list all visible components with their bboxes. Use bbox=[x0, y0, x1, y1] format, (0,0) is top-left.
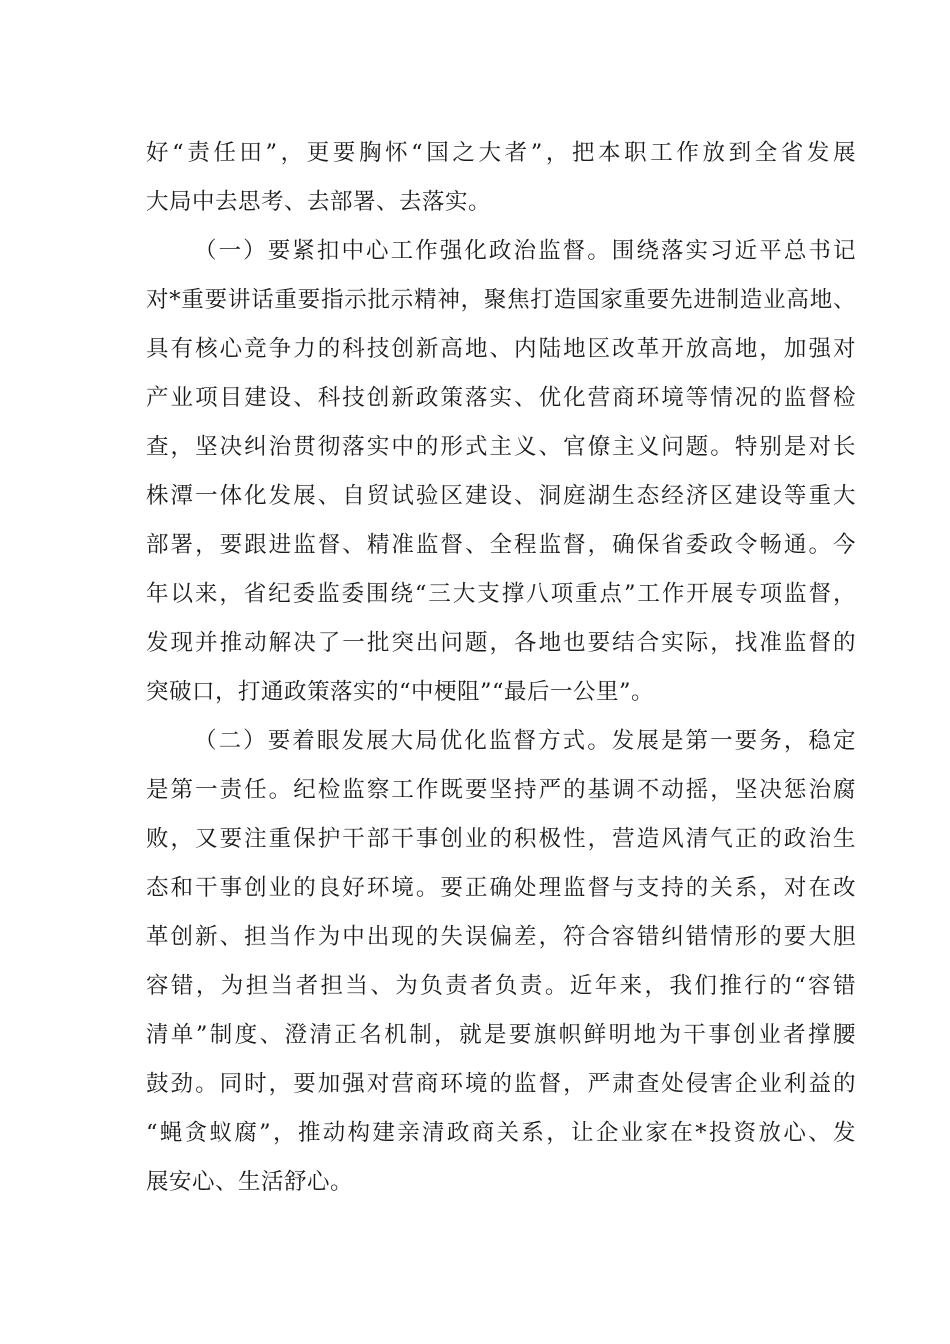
text-line: 鼓劲。同时，要加强对营商环境的监督，严肃查处侵害企业利益的 bbox=[146, 1071, 856, 1097]
text-line: 发现并推动解决了一批突出问题，各地也要结合实际，找准监督的 bbox=[146, 630, 856, 656]
text-line: 年以来，省纪委监委围绕“三大支撑八项重点”工作开展专项监督， bbox=[146, 581, 856, 607]
text-line: 清单”制度、澄清正名机制，就是要旗帜鲜明地为干事创业者撑腰 bbox=[146, 1022, 856, 1048]
text-line: “蝇贪蚁腐”，推动构建亲清政商关系，让企业家在*投资放心、发 bbox=[146, 1120, 856, 1146]
text-line: 好“责任田”，更要胸怀“国之大者”，把本职工作放到全省发展 bbox=[146, 140, 856, 166]
text-line: 株潭一体化发展、自贸试验区建设、洞庭湖生态经济区建设等重大 bbox=[146, 483, 856, 509]
paragraph-heading-2: （二）要着眼发展大局优化监督方式。发展是第一要务，稳定 bbox=[194, 728, 856, 754]
text-line: 大局中去思考、去部署、去落实。 bbox=[146, 189, 492, 215]
text-line: 产业项目建设、科技创新政策落实、优化营商环境等情况的监督检 bbox=[146, 385, 856, 411]
text-line: 展安心、生活舒心。 bbox=[146, 1169, 354, 1195]
text-line: 是第一责任。纪检监察工作既要坚持严的基调不动摇，坚决惩治腐 bbox=[146, 777, 856, 803]
text-line: 对*重要讲话重要指示批示精神，聚焦打造国家重要先进制造业高地、 bbox=[146, 287, 856, 313]
text-line: 部署，要跟进监督、精准监督、全程监督，确保省委政令畅通。今 bbox=[146, 532, 856, 558]
text-line: 容错，为担当者担当、为负责者负责。近年来，我们推行的“容错 bbox=[146, 973, 856, 999]
text-line: 败，又要注重保护干部干事创业的积极性，营造风清气正的政治生 bbox=[146, 826, 856, 852]
text-line: 革创新、担当作为中出现的失误偏差，符合容错纠错情形的要大胆 bbox=[146, 924, 856, 950]
text-line: 突破口，打通政策落实的“中梗阻”“最后一公里”。 bbox=[146, 679, 655, 705]
text-line: 态和干事创业的良好环境。要正确处理监督与支持的关系，对在改 bbox=[146, 875, 856, 901]
paragraph-heading-1: （一）要紧扣中心工作强化政治监督。围绕落实习近平总书记 bbox=[194, 238, 856, 264]
text-line: 查，坚决纠治贯彻落实中的形式主义、官僚主义问题。特别是对长 bbox=[146, 434, 856, 460]
text-line: 具有核心竞争力的科技创新高地、内陆地区改革开放高地，加强对 bbox=[146, 336, 856, 362]
